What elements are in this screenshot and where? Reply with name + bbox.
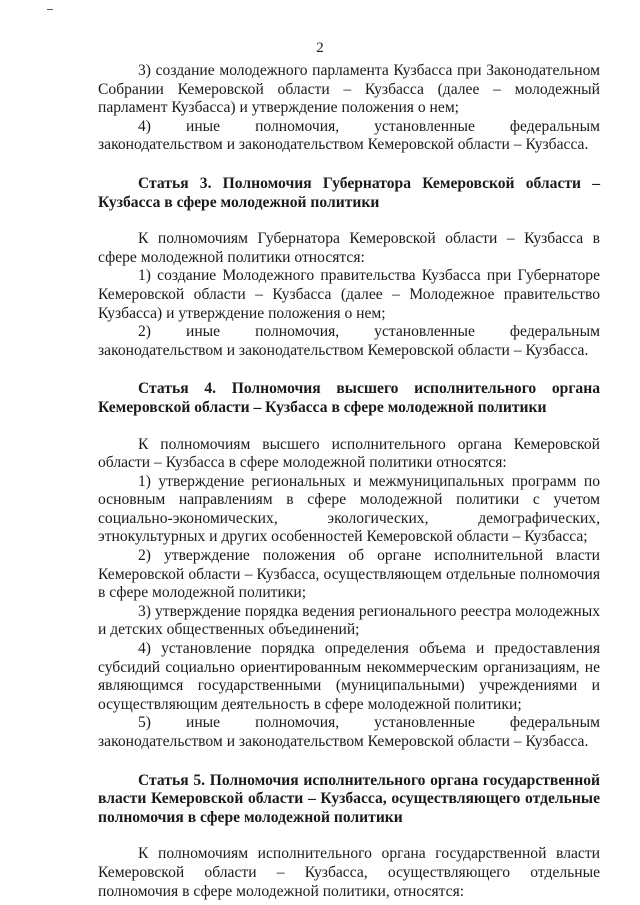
scan-mark	[47, 9, 53, 10]
paragraph: 2) иные полномочия, установленные федеральным законодательством и законодательством Кемеровской области – Кузбасса.	[98, 323, 600, 359]
article-4-heading: Статья 4. Полномочия высшего исполнительного органа Кемеровской области – Кузбасса в сфере молодежной политики	[98, 380, 600, 416]
document-body	[98, 62, 600, 901]
paragraph: К полномочиям Губернатора Кемеровской области – Кузбасса в сфере молодежной политики относятся:	[98, 230, 600, 266]
paragraph: 1) создание Молодежного правительства Кузбасса при Губернаторе Кемеровской области – Кузбасса (далее – Молодежное правительство Кузбасса) и утверждение положения о нем;	[98, 267, 600, 322]
paragraph: К полномочиям исполнительного органа государственной власти Кемеровской области – Кузбасса, осуществляющего отдельные полномочия в сфере молодежной политики, относятся:	[98, 845, 600, 900]
article-3-heading: Статья 3. Полномочия Губернатора Кемеровской области – Кузбасса в сфере молодежной политики	[98, 174, 600, 211]
paragraph: 3) утверждение порядка ведения регионального реестра молодежных и детских общественных объединений;	[98, 602, 600, 639]
paragraph: 4) иные полномочия, установленные федеральным законодательством и законодательством Кемеровской области – Кузбасса.	[98, 117, 600, 154]
article-5-heading: Статья 5. Полномочия исполнительного органа государственной власти Кемеровской области – Кузбасса, осуществляющего отдельные полномочия в сфере молодежной политики	[98, 771, 600, 826]
paragraph: 5) иные полномочия, установленные федеральным законодательством и законодательством Кемеровской области – Кузбасса.	[98, 714, 600, 750]
page-number: 2	[316, 40, 324, 56]
paragraph: 2) утверждение положения об органе исполнительной власти Кемеровской области – Кузбасса, осуществляющем отдельные полномочия в сфере молодежной политики;	[98, 547, 600, 602]
paragraph: 4) установление порядка определения объема и предоставления субсидий социально ориентированным некоммерческим организациям, не являющимся государственными (муниципальными) учреждениями и осуществляющим деятельность в сфере молодежной политики;	[98, 640, 600, 713]
paragraph: 1) утверждение региональных и межмуниципальных программ по основным направлениям в сфере молодежной политики с учетом социально-экономических, экологических, демографических, этнокультурных и других особенностей Кемеровской области – Кузбасса;	[98, 472, 600, 546]
paragraph: 3) создание молодежного парламента Кузбасса при Законодательном Собрании Кемеровской области – Кузбасса (далее – молодежный парламент Кузбасса) и утверждение положения о нем;	[98, 62, 600, 117]
paragraph: К полномочиям высшего исполнительного органа Кемеровской области – Кузбасса в сфере молодежной политики относятся:	[98, 435, 600, 472]
